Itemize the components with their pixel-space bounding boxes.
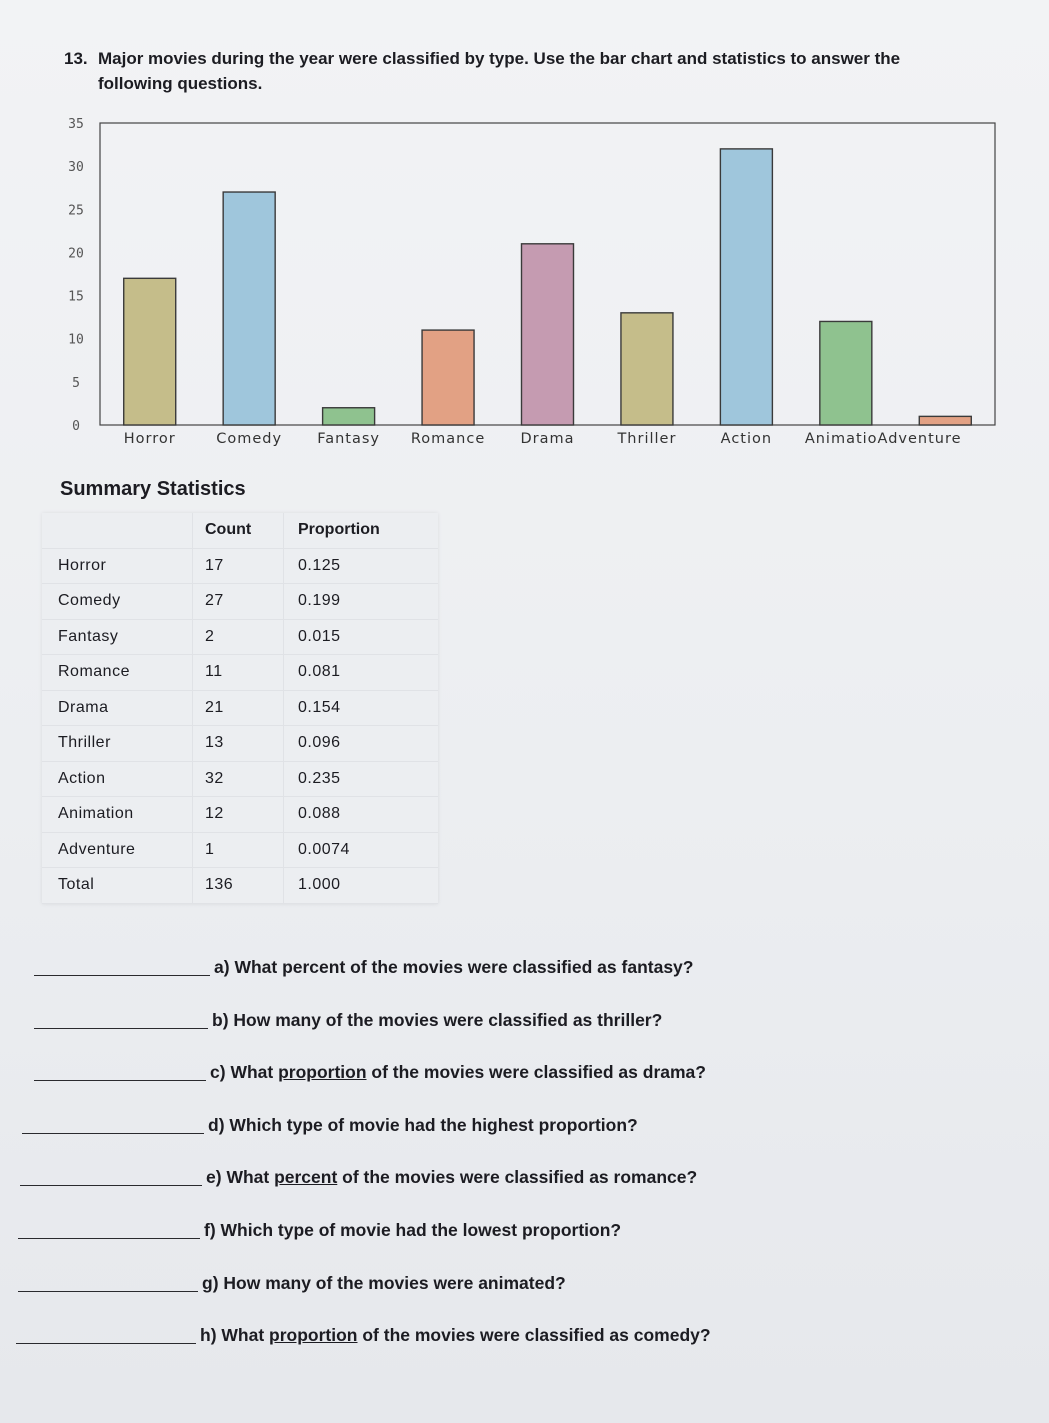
table-row: [42, 832, 438, 868]
question-header: [64, 46, 964, 96]
answer-blank[interactable]: [34, 975, 210, 976]
question-pre-text: How many of the movies were classified as thriller?: [233, 1009, 663, 1030]
row-proportion: 1.000: [284, 868, 439, 904]
question-label: a): [214, 957, 230, 977]
question-row: [0, 1323, 1049, 1353]
bar: [223, 192, 275, 425]
question-text: [206, 1167, 697, 1188]
bar: [522, 244, 574, 425]
question-pre-text: Which type of movie had the highest proportion?: [229, 1114, 638, 1135]
bar-chart: [0, 105, 1049, 465]
table-row: [42, 584, 438, 620]
answer-blank[interactable]: [16, 1343, 196, 1344]
answer-blank[interactable]: [18, 1291, 198, 1292]
row-proportion: 0.125: [284, 548, 439, 584]
row-count: 17: [193, 548, 284, 584]
question-text: [202, 1273, 566, 1294]
y-tick-label: 20: [68, 246, 84, 262]
y-tick-label: 25: [68, 203, 84, 219]
x-tick-label: Thriller: [617, 431, 677, 447]
row-category: Horror: [42, 548, 193, 584]
row-count: 12: [193, 797, 284, 833]
x-tick-label: Fantasy: [317, 431, 381, 447]
x-tick-label: Adventure: [877, 431, 962, 447]
row-count: 1: [193, 832, 284, 868]
x-tick-label: Action: [720, 431, 773, 447]
table-row: [42, 868, 438, 904]
question-label: g): [202, 1272, 219, 1293]
row-category: Fantasy: [42, 619, 193, 655]
summary-table: [42, 513, 438, 904]
question-pre-text: What: [230, 1062, 279, 1083]
question-label: c): [210, 1062, 226, 1083]
row-category: Total: [42, 868, 193, 904]
question-text: [204, 1220, 621, 1241]
question-label: h): [200, 1325, 217, 1346]
row-category: Comedy: [42, 584, 193, 620]
x-tick-label: Comedy: [216, 431, 283, 447]
answer-blank[interactable]: [18, 1238, 200, 1239]
header-proportion: Proportion: [284, 513, 439, 548]
row-count: 11: [193, 655, 284, 691]
bar: [323, 408, 375, 425]
question-label: e): [206, 1167, 222, 1188]
answer-blank[interactable]: [34, 1080, 206, 1081]
answer-blank[interactable]: [22, 1133, 204, 1134]
question-post-text: of the movies were classified as comedy?: [357, 1325, 711, 1346]
row-count: 32: [193, 761, 284, 797]
x-tick-label: Horror: [123, 431, 176, 447]
row-proportion: 0.0074: [284, 832, 439, 868]
question-text: [200, 1325, 711, 1346]
row-proportion: 0.088: [284, 797, 439, 833]
y-tick-label: 15: [68, 289, 84, 305]
header-blank-cell: [42, 513, 193, 548]
row-count: 2: [193, 619, 284, 655]
question-underlined-text: percent: [274, 1167, 338, 1188]
bar: [919, 416, 971, 425]
question-text: [210, 1062, 706, 1083]
question-prompt-line2: following questions.: [98, 74, 263, 93]
question-text: [208, 1115, 638, 1136]
answer-blank[interactable]: [20, 1185, 202, 1186]
table-row: [42, 655, 438, 691]
bar: [124, 278, 176, 425]
table-row: [42, 548, 438, 584]
question-number: 13.: [64, 49, 88, 68]
bar: [820, 321, 872, 425]
bar: [621, 313, 673, 425]
row-category: Romance: [42, 655, 193, 691]
row-proportion: 0.015: [284, 619, 439, 655]
question-text: [214, 957, 693, 978]
table-row: [42, 761, 438, 797]
question-row: [0, 1218, 1049, 1248]
question-post-text: of the movies were classified as drama?: [366, 1062, 706, 1083]
question-row: [0, 1008, 1049, 1038]
row-count: 21: [193, 690, 284, 726]
header-count: Count: [193, 513, 284, 548]
question-pre-text: Which type of movie had the lowest proportion?: [220, 1220, 622, 1240]
table-row: [42, 619, 438, 655]
row-proportion: 0.081: [284, 655, 439, 691]
question-pre-text: What: [226, 1167, 275, 1188]
question-underlined-text: proportion: [269, 1325, 358, 1346]
y-tick-label: 5: [72, 375, 80, 391]
question-pre-text: What: [221, 1325, 270, 1346]
question-row: [0, 1165, 1049, 1195]
row-category: Adventure: [42, 832, 193, 868]
row-category: Action: [42, 761, 193, 797]
answer-blank[interactable]: [34, 1028, 208, 1029]
table-row: [42, 797, 438, 833]
x-tick-label: Romance: [410, 431, 486, 447]
bar: [422, 330, 474, 425]
table-row: [42, 726, 438, 762]
question-row: [0, 1060, 1049, 1090]
y-tick-label: 0: [72, 419, 80, 434]
x-tick-label: Animatio: [804, 431, 878, 447]
question-post-text: of the movies were classified as romance?: [337, 1167, 698, 1188]
question-label: d): [208, 1114, 225, 1135]
y-tick-label: 35: [68, 117, 84, 132]
row-proportion: 0.199: [284, 584, 439, 620]
summary-title: Summary Statistics: [60, 478, 246, 500]
row-category: Drama: [42, 690, 193, 726]
question-row: [0, 1113, 1049, 1143]
row-count: 13: [193, 726, 284, 762]
table-row: [42, 690, 438, 726]
question-label: b): [212, 1009, 229, 1030]
bar: [720, 149, 772, 425]
question-row: [0, 955, 1049, 985]
row-proportion: 0.154: [284, 690, 439, 726]
question-underlined-text: proportion: [278, 1062, 367, 1083]
row-proportion: 0.096: [284, 726, 439, 762]
x-tick-label: Drama: [520, 431, 575, 447]
row-category: Thriller: [42, 726, 193, 762]
question-text: [212, 1010, 662, 1031]
row-proportion: 0.235: [284, 761, 439, 797]
y-tick-label: 10: [68, 332, 84, 348]
question-prompt-line1: Major movies during the year were classified by type. Use the bar chart and statistics to answer the: [98, 49, 901, 68]
question-row: [0, 1271, 1049, 1301]
row-count: 136: [193, 868, 284, 904]
row-count: 27: [193, 584, 284, 620]
table-header-row: [42, 513, 438, 548]
question-label: f): [204, 1220, 216, 1240]
y-tick-label: 30: [68, 160, 84, 176]
question-pre-text: How many of the movies were animated?: [223, 1272, 566, 1293]
question-pre-text: What percent of the movies were classified as fantasy?: [234, 957, 694, 977]
row-category: Animation: [42, 797, 193, 833]
